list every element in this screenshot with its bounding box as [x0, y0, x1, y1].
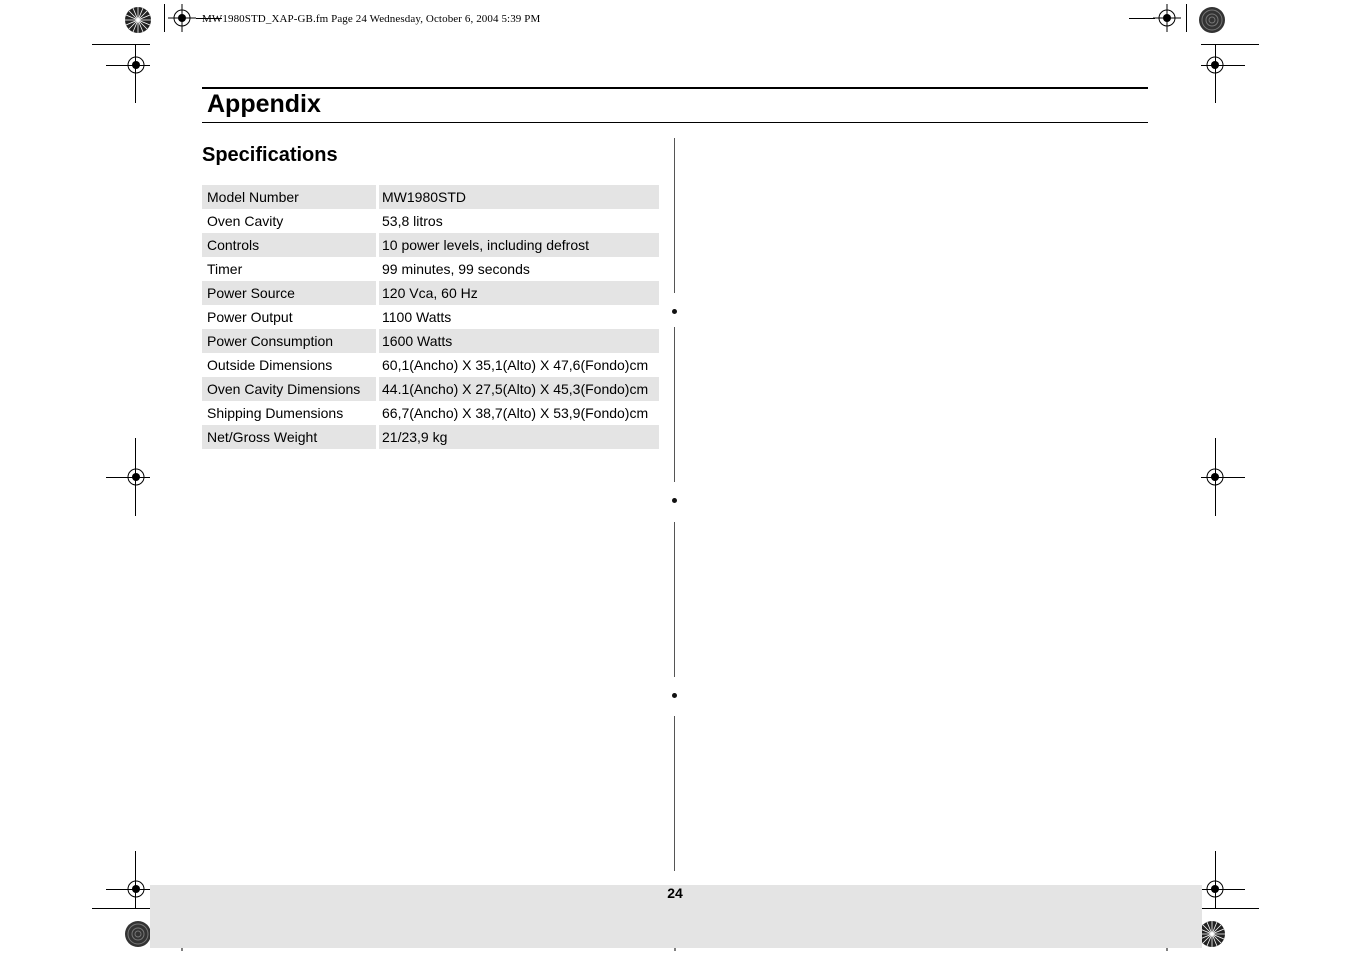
section-heading: Specifications [202, 144, 338, 166]
spec-value: 53,8 litros [382, 213, 443, 229]
crop-line [1186, 4, 1187, 32]
title-rule-bottom [202, 122, 1148, 123]
crop-line [1129, 18, 1155, 19]
spec-label: Net/Gross Weight [202, 425, 376, 449]
spec-label: Outside Dimensions [207, 357, 333, 373]
registration-starburst-icon [1198, 6, 1226, 34]
table-row [202, 257, 659, 281]
binding-dot [672, 309, 677, 314]
crosshair-icon [1153, 4, 1181, 32]
spec-label: Oven Cavity [207, 213, 284, 229]
table-row [202, 425, 659, 449]
crop-line [1201, 889, 1245, 890]
crop-line [1201, 65, 1245, 66]
registration-starburst-icon [124, 920, 152, 948]
table-row [202, 233, 659, 257]
spec-label: Oven Cavity Dimensions [202, 377, 376, 401]
page-title: Appendix [207, 90, 321, 118]
spec-label: Controls [202, 233, 376, 257]
crop-line [1201, 477, 1245, 478]
crop-line [135, 438, 136, 516]
crop-line [106, 889, 150, 890]
spec-value: 99 minutes, 99 seconds [382, 261, 530, 277]
column-divider [674, 716, 675, 871]
spec-value: 21/23,9 kg [379, 425, 659, 449]
table-row [202, 185, 659, 209]
crop-line [135, 851, 136, 909]
spec-label: Timer [207, 261, 243, 277]
registration-starburst-icon [124, 6, 152, 34]
table-row [202, 329, 659, 353]
crop-line [92, 44, 150, 45]
specifications-table [199, 185, 662, 449]
table-row [202, 353, 659, 377]
spec-value: 66,7(Ancho) X 38,7(Alto) X 53,9(Fondo)cm [382, 405, 649, 421]
crop-line [1215, 44, 1216, 103]
spec-label: Power Consumption [202, 329, 376, 353]
spec-value: 44.1(Ancho) X 27,5(Alto) X 45,3(Fondo)cm [379, 377, 659, 401]
spec-value: MW1980STD [379, 185, 659, 209]
column-divider [674, 327, 675, 482]
file-header: MW1980STD_XAP-GB.fm Page 24 Wednesday, October 6, 2004 5:39 PM [202, 13, 541, 25]
column-divider [674, 522, 675, 677]
crop-line [106, 65, 150, 66]
table-row [202, 305, 659, 329]
table-row [202, 209, 659, 233]
table-row [202, 401, 659, 425]
binding-dot [672, 693, 677, 698]
crop-line [1215, 851, 1216, 909]
crop-line [164, 4, 165, 32]
crop-line [106, 477, 150, 478]
binding-dot [672, 498, 677, 503]
crop-line [1215, 438, 1216, 516]
title-rule-top [202, 87, 1148, 89]
crosshair-icon [168, 4, 196, 32]
registration-starburst-icon [1198, 920, 1226, 948]
crop-line [1201, 908, 1259, 909]
crop-line [135, 44, 136, 103]
spec-value: 10 power levels, including defrost [379, 233, 659, 257]
page-number: 24 [667, 885, 683, 901]
spec-value: 1100 Watts [382, 309, 452, 325]
column-divider [674, 138, 675, 293]
spec-label: Power Output [207, 309, 293, 325]
spec-label: Model Number [202, 185, 376, 209]
crop-line [1201, 44, 1259, 45]
table-row [202, 377, 659, 401]
spec-value: 60,1(Ancho) X 35,1(Alto) X 47,6(Fondo)cm [382, 357, 649, 373]
spec-value: 1600 Watts [379, 329, 659, 353]
crop-line [92, 908, 150, 909]
spec-label: Power Source [202, 281, 376, 305]
spec-value: 120 Vca, 60 Hz [379, 281, 659, 305]
table-row [202, 281, 659, 305]
spec-label: Shipping Dumensions [207, 405, 344, 421]
